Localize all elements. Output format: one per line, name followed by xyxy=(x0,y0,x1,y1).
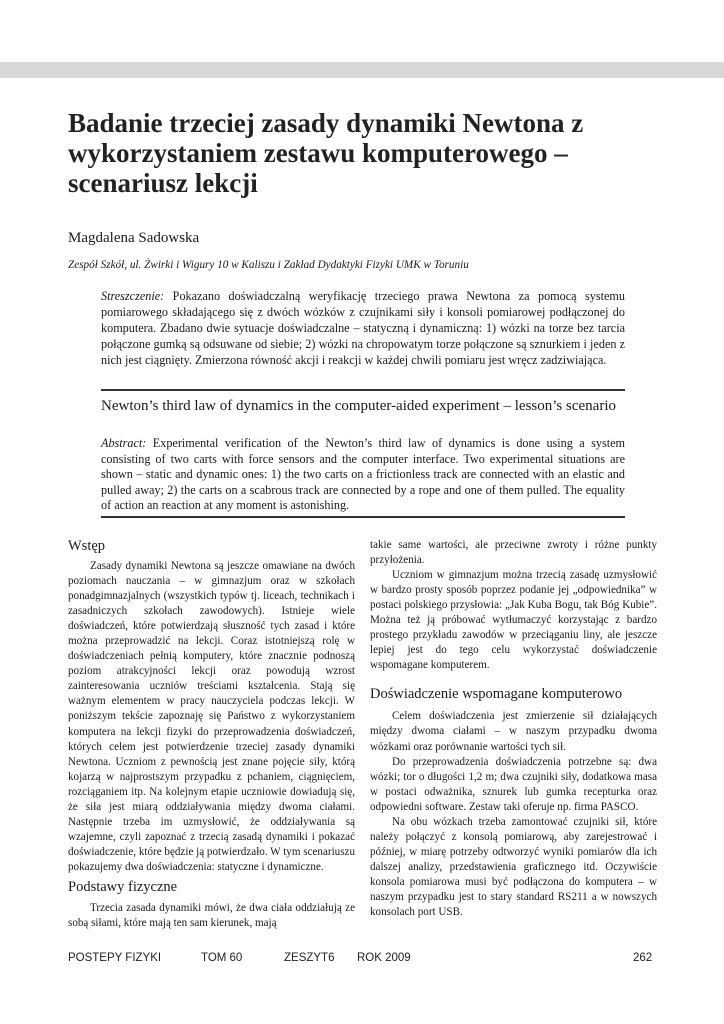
english-title: Newton’s third law of dynamics in the computer-aided experiment – lesson’s scenario xyxy=(101,398,616,414)
header-band xyxy=(0,62,724,78)
footer-volume: TOM 60 xyxy=(201,952,243,964)
abstract-polish xyxy=(101,289,625,369)
footer-year: ROK 2009 xyxy=(357,952,411,964)
divider-top xyxy=(101,389,625,391)
section-heading-wstep: Wstęp xyxy=(68,538,106,554)
paragraph-podstawy-1: Trzecia zasada dynamiki mówi, że dwa ciała oddziałują ze sobą siłami, które mają ten sam kierunek, mają xyxy=(68,901,355,930)
abstract-english-label: Abstract: xyxy=(101,436,147,450)
paragraph-doswiadczenie-2: Do przeprowadzenia doświadczenia potrzebne są: dwa wózki; tor o długości 1,2 m; dwa czujniki siły, dodatkowa masa w postaci odważnika, sznurek lub gumka recepturka oraz odpowiedni software. Zestaw taki oferuje np. firma PASCO. xyxy=(370,755,657,813)
body-column-left xyxy=(68,537,355,931)
abstract-english xyxy=(101,436,625,514)
body-column-right xyxy=(370,538,657,920)
author-name: Magdalena Sadowska xyxy=(68,230,200,246)
article-title: Badanie trzeciej zasady dynamiki Newtona z wykorzystaniem zestawu komputerowego – scenariusz lekcji xyxy=(68,108,584,198)
footer-journal-name: POSTEPY FIZYKI xyxy=(68,952,162,964)
abstract-polish-label: Streszczenie: xyxy=(101,289,165,303)
paragraph-wstep: Zasady dynamiki Newtona są jeszcze omawiane na dwóch poziomach nauczania – w gimnazjum oraz w szkołach ponadgimnazjalnych (wszystkich typów tj. liceach, technikach i zasadniczych szkołach zawodowych). Istnieje wiele doświadczeń, które potwierdzają słuszność tych zasad i które można przeprowadzić na lekcji. Coraz istotniejszą rolę w doświadczeniach pełnią komputery, które znacznie podnoszą poziom atrakcyjności lekcji oraz powodują wzrost zainteresowania uczniów treściami kształcenia. Stają się ważnym elementem w pracy nauczyciela podczas lekcji. W poniższym tekście zapoznaję się Państwo z wykorzystaniem komputera na lekcji fizyki do przeprowadzenia doświadczeń, których celem jest potwierdzenie trzeciej zasady dynamiki Newtona. Uczniom z pewnością jest znane pojęcie siły, którą kojarzą w najprostszym przypadku z pchaniem, ciągnięciem, rozciąganiem itp. Na kolejnym etapie uczniowie dowiadują się, że siła jest miarą oddziaływania między dwoma ciałami. Następnie trzeba im uzmysłowić, że oddziaływania są wzajemne, czyli zapoznać z trzecią zasadą dynamiki i pokazać doświadczenie, które będzie ją potwierdzało. W tym scenariuszu pokazujemy dwa doświadczenia: statyczne i dynamiczne. xyxy=(68,560,355,873)
divider-bottom xyxy=(101,516,625,518)
paragraph-doswiadczenie-3: Na obu wózkach trzeba zamontować czujniki sił, które należy połączyć z konsolą pomiarową, aby zarejestrować i później, w miarę potrzeby odtworzyć wyniki pomiarów dla ich dalszej analizy, przedstawienia graficznego itd. Oczywiście konsola pomiarowa musi być podłączona do komputera – w naszym przypadku jest to stary standard RS211 a w nowszych konsolach port USB. xyxy=(370,815,657,919)
author-affiliation: Zespół Szkół, ul. Żwirki i Wigury 10 w Kaliszu i Zakład Dydaktyki Fizyki UMK w Toruniu xyxy=(68,259,469,271)
footer-issue: ZESZYT6 xyxy=(284,952,335,964)
paragraph-podstawy-1-continued: takie same wartości, ale przeciwne zwroty i różne punkty przyłożenia. xyxy=(370,539,657,567)
section-heading-podstawy: Podstawy fizyczne xyxy=(68,878,178,895)
section-heading-doswiadczenie: Doświadczenie wspomagane komputerowo xyxy=(370,686,623,703)
paragraph-doswiadczenie-1: Celem doświadczenia jest zmierzenie sił działających między dwoma ciałami – w naszym przypadku dwoma wózkami oraz porównanie wartości tych sił. xyxy=(370,710,657,753)
abstract-polish-text: Pokazano doświadczalną weryfikację trzeciego prawa Newtona za pomocą systemu pomiarowego składającego się z dwóch wózków z czujnikami siły i konsoli pomiarowej podłączonej do komputera. Zbadano dwie sytuacje doświadczalne – statyczną i dynamiczną: 1) wózki na torze bez tarcia połączone gumką są odsuwane od siebie; 2) wózki na chropowatym torze połączone są sznurkiem i jeden z nich jest ciągnięty. Zmierzona równość akcji i reakcji w każdej chwili pomiaru jest wręcz zadziwiająca. xyxy=(101,289,625,367)
paragraph-podstawy-2: Uczniom w gimnazjum można trzecią zasadę uzmysłowić w bardzo prosty sposób poprzez podanie jej „odpowiednika” w postaci polskiego przysłowia: „Jak Kuba Bogu, tak Bóg Kubie”. Można też ją próbować wytłumaczyć korzystając z bardzo prostego przykładu zawodów w przeciąganiu liny, ale jeszcze lepiej jest do tego celu wykorzystać doświadczenie wspomagane komputerem. xyxy=(370,569,657,672)
abstract-english-text: Experimental verification of the Newton’s third law of dynamics is done using a system consisting of two carts with force sensors and the computer interface. Two experimental situations are shown – static and dynamic ones: 1) the two carts on a frictionless track are connected with an elastic and pulled away; 2) the carts on a scabrous track are connected by a rope and one of them pulled. The equality of action an reaction at any moment is astonishing. xyxy=(101,436,625,512)
footer-page-number: 262 xyxy=(633,952,653,964)
